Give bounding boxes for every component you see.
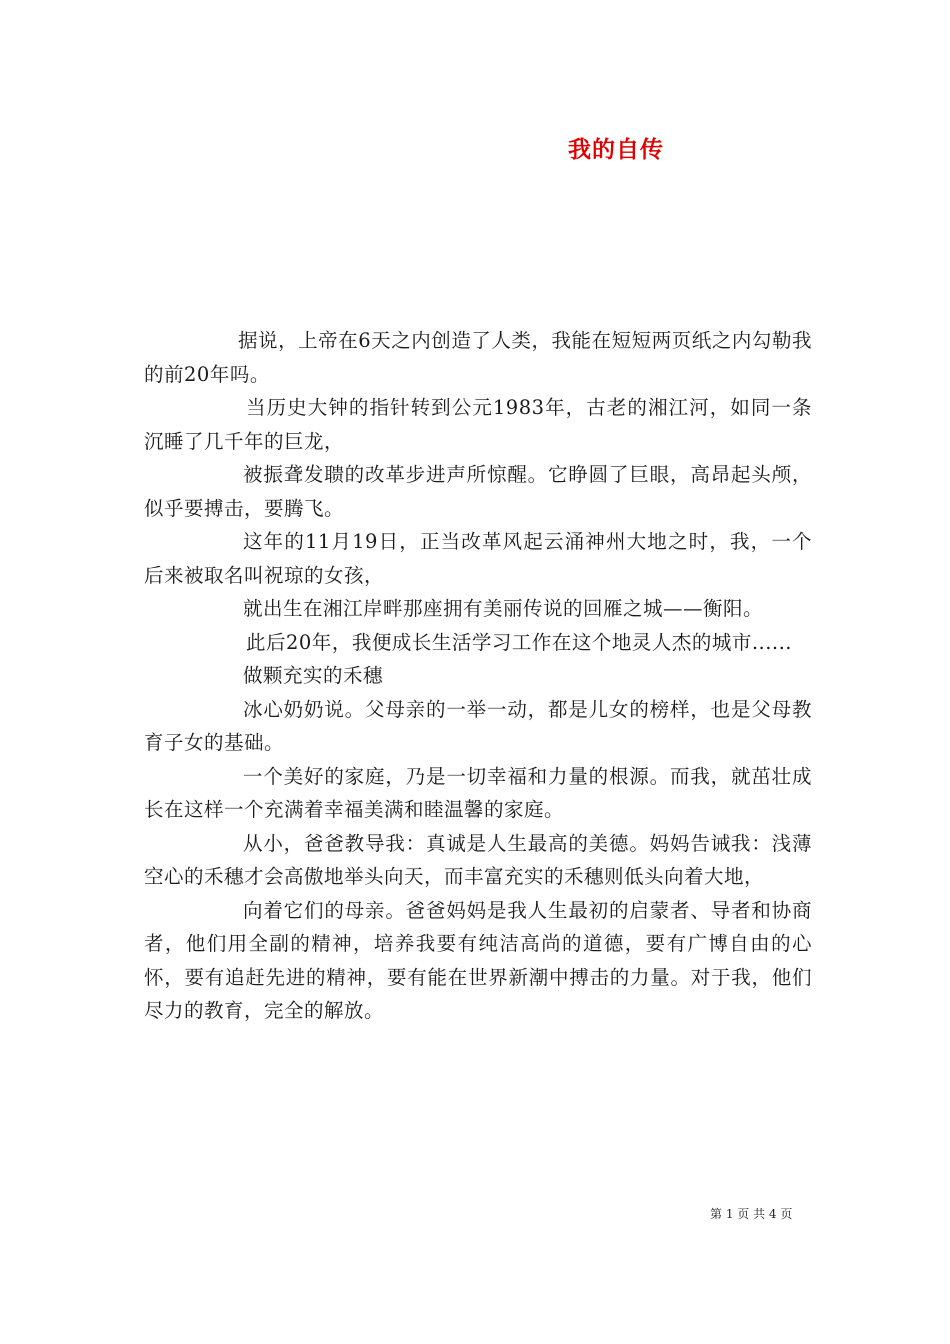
paragraph: 据说，上帝在6天之内创造了人类，我能在短短两页纸之内勾勒我的前20年吗。 <box>144 329 812 386</box>
document-body <box>144 324 812 1028</box>
paragraph: 向着它们的母亲。爸爸妈妈是我人生最初的启蒙者、导者和协商者，他们用全副的精神，培养我要有纯洁高尚的道德，要有广博自由的心怀，要有追赶先进的精神，要有能在世界新潮中搏击的力量。对于我，他们尽力的教育，完全的解放。 <box>144 898 812 1022</box>
section-heading: 做颗充实的禾穗 <box>243 664 384 687</box>
paragraph: 一个美好的家庭，乃是一切幸福和力量的根源。而我，就茁壮成长在这样一个充满着幸福美满和睦温馨的家庭。 <box>144 764 812 821</box>
paragraph: 从小，爸爸教导我：真诚是人生最高的美德。妈妈告诫我：浅薄空心的禾穗才会高傲地举头向天，而丰富充实的禾穗则低头向着大地， <box>144 831 812 888</box>
paragraph: 这年的11月19日，正当改革风起云涌神州大地之时，我，一个后来被取名叫祝琼的女孩， <box>144 530 812 587</box>
paragraph: 此后20年，我便成长生活学习工作在这个地灵人杰的城市...... <box>246 630 793 654</box>
paragraph: 冰心奶奶说。父母亲的一举一动，都是儿女的榜样，也是父母教育子女的基础。 <box>144 697 812 754</box>
paragraph: 就出生在湘江岸畔那座拥有美丽传说的回雁之城——衡阳。 <box>243 597 764 620</box>
page-title: 我的自传 <box>568 136 664 163</box>
paragraph: 被振聋发聩的改革步进声所惊醒。它睁圆了巨眼，高昂起头颅，似乎要搏击，要腾飞。 <box>144 463 812 520</box>
page-number: 第 1 页 共 4 页 <box>710 1207 793 1221</box>
paragraph: 当历史大钟的指针转到公元1983年，古老的湘江河，如同一条沉睡了几千年的巨龙， <box>144 396 812 453</box>
